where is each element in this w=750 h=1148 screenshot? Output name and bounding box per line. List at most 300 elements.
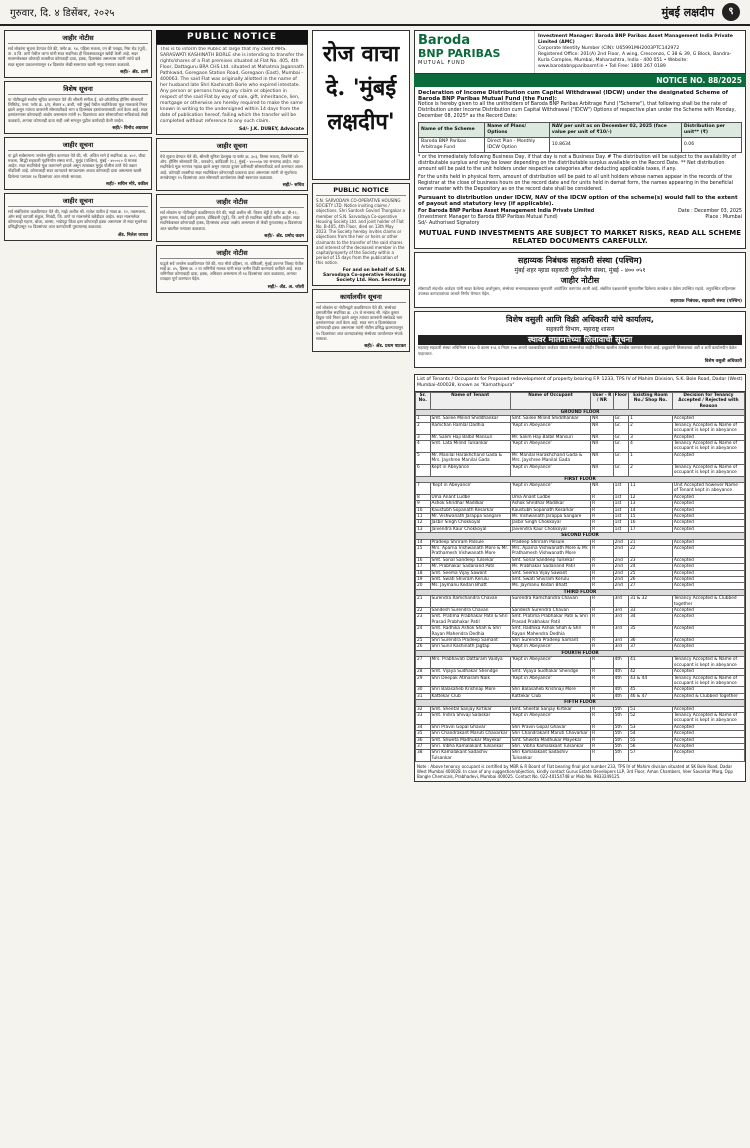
table-cell: 35 — [629, 626, 673, 638]
table-cell: Smt. Swati Shivram Kerulu — [430, 577, 510, 583]
table-cell: 3rd — [613, 596, 628, 608]
table-cell: R — [591, 657, 613, 669]
table-cell: 'Kept in Abeyance' — [510, 464, 590, 476]
tenant-list — [414, 374, 746, 782]
table-cell: 1 — [629, 416, 673, 422]
table-cell: 22 — [416, 608, 431, 614]
col1-notice — [4, 81, 152, 134]
table-cell: Accepted — [672, 669, 744, 675]
page-number: ९ — [722, 3, 740, 21]
table-cell: 'Kept in Abeyance' — [510, 657, 590, 669]
table-cell: R — [591, 501, 613, 507]
table-cell: 1st — [613, 507, 628, 513]
table-cell: 38 — [416, 750, 431, 762]
table-cell: 3rd — [613, 644, 628, 650]
table-header: NAV per unit as on December 02, 2025 (face value per unit of ₹10/-) — [549, 123, 681, 138]
table-cell: R — [591, 693, 613, 699]
table-cell: R — [591, 737, 613, 743]
table-cell: 41 — [629, 657, 673, 669]
table-cell: 51 — [629, 706, 673, 712]
table-cell: Tenancy Accepted & Name of occupant is kept in abeyance — [672, 712, 744, 724]
table-row — [416, 422, 745, 434]
notice-body: सर्व लोकांस या नोटीसद्वारे कळविण्यात येते की, संस्थेच्या इमारतीतील सदनिका क्र. ८/१ चे सभासद श्री. महेश कुमार विठ्ठल यांचे निधन झाले असून त्यांच्या वारसांनी संस्थेकडे भाग हस्तांतरणाचा अर्ज केला आहे. सदर भाग व हितसंबंधावर कोणाचाही हक्क असल्यास त्यांनी नोटीस प्रसिद्ध झाल्यापासून १५ दिवसांच्या आत कागदपत्रांसह संस्थेच्या कार्यालयात संपर्क साधावा. — [316, 304, 403, 341]
table-cell: 4th — [613, 675, 628, 687]
table-cell: R — [591, 507, 613, 513]
table-cell: 5th — [613, 750, 628, 762]
table-cell: Gr. — [613, 422, 628, 434]
table-header: Distribution per unit** (₹) — [681, 123, 741, 138]
registered-office: Registered Office: 201(A) 2nd Floor, A wing, Crescenzo, C 38 & 39, G Block, Bandra-Kurla Complex, Mumbai, Maharashtra, India - 400 051 • Website: www.barodabnpparibasmf.in • Toll Free: 1800 267 0189 — [538, 52, 732, 69]
table-cell: 5th — [613, 731, 628, 737]
table-cell: 36 — [629, 638, 673, 644]
table-cell: Mr. Salim Haji Balbil Mansuri — [510, 434, 590, 440]
table-cell: Shri Kamalakant Sadashiv Tulsankar — [510, 750, 590, 762]
notice-heading: PUBLIC NOTICE — [316, 186, 406, 196]
table-cell: 27 — [416, 657, 431, 669]
table-cell: Accepted — [672, 687, 744, 693]
sahakar-subtitle: मुंबई शहर म्हाडा सहकारी गृहनिर्माण संस्था, मुंबई - ४०० ०५१ — [514, 267, 646, 274]
table-cell: 36 — [416, 737, 431, 743]
table-cell: Jaivendra Kaur Chokkoyal — [510, 526, 590, 532]
masthead — [0, 0, 750, 26]
table-cell: R — [591, 644, 613, 650]
table-cell: 1st — [613, 513, 628, 519]
table-cell: Smt. Shweta Madhukar Mayekar — [510, 737, 590, 743]
tenant-note: Note : Above tenancy occupant is certified by MBR & R Board of Flat bearing final plot number 233, TPS IV of Mahim division situated at SK Bole Road, Dadar West Mumbai 400028. In case of any suggestion/objection, kindly contact Gurus Estate Developers LLP, 3rd Floor, Aman Chambers, Veer Savarkar Marg, Opp Bangle Chemicals, Prabhadevi, Mumbai 400025. Contact No. 022-40154748 or Mob No. 9833249125. — [417, 764, 733, 780]
table-cell: Accepted — [672, 416, 744, 422]
table-cell: Accepted — [672, 737, 744, 743]
sahakar-notice — [414, 252, 746, 308]
table-cell: Mr. Salim Haji Balbil Mansuri — [430, 434, 510, 440]
table-cell: 'Kept in Abeyance' — [510, 712, 590, 724]
tenant-column-header: Floor — [613, 392, 628, 409]
column-2 — [156, 30, 308, 1144]
table-cell: 16 — [416, 557, 431, 563]
table-cell: 7 — [416, 482, 431, 494]
table-cell: 35 — [416, 731, 431, 737]
table-cell: Gr. — [613, 464, 628, 476]
col1-notice — [4, 193, 152, 241]
table-cell: 'Kept in Abeyance' — [510, 482, 590, 494]
table-cell: 5th — [613, 712, 628, 724]
vishesh-body: महाराष्ट्र सहकारी संस्था अधिनियम १९६० चे कलम १५६ व नियम १०७ अन्वये थकबाकीदार कर्जदार यांच्या मालमत्तेचा जाहीर लिलाव खालील तारखेस करण्यात येणार आहे. इच्छुकांनी लिलावाच्या अटी व शर्ती कार्यालयीन वेळेत पाहाव्यात. — [418, 345, 737, 356]
table-cell: 2nd — [613, 557, 628, 563]
table-cell: R — [591, 669, 613, 675]
column-4 — [414, 30, 746, 1144]
notice-heading: जाहीर नोटीस — [160, 248, 304, 259]
table-cell: 'Kept in Abeyance' — [510, 644, 590, 650]
bnp-pursuant: Pursuant to distribution under IDCW, NAV of the IDCW option of the scheme(s) would fall to the extent of payout and statutory levy (if applicable). — [418, 195, 738, 207]
vishesh-signature: विशेष वसुली अधिकारी — [704, 358, 742, 364]
table-cell: Accepted — [672, 614, 744, 626]
table-row — [416, 712, 745, 724]
table-cell: 11 — [629, 482, 673, 494]
vishesh-heading: स्थावर मालमत्तेच्या लिलावाची सूचना — [418, 335, 742, 345]
column-3 — [312, 30, 410, 1144]
table-cell: 14 — [416, 539, 431, 545]
table-row — [416, 441, 745, 453]
notice-signature: सही/- ॲड. प्रमोद कदम — [264, 233, 304, 239]
table-cell: Smt. Sonal Sandeep Tulsekar — [510, 557, 590, 563]
vishesh-title: विशेष वसुली आणि विक्री अधिकारी यांचे कार्यालय, — [506, 315, 654, 325]
notice-body: याद्वारे सर्व जनतेस कळविण्यात येते की, गाव मौजे दहिसर, ता. बोरिवली, मुंबई उपनगर जिल्हा येथील सर्व्हे क्र. ४५, हिस्सा क्र. २ या जमिनीचे मालक यांनी सदर जमीन विक्री करण्याचे ठरविले आहे. सदर जमिनीवर कोणाचाही दावा, हक्क, अधिकार असल्यास तो १४ दिवसांच्या आत कळवावा, अन्यथा व्यवहार पूर्ण करण्यात येईल. — [160, 260, 304, 282]
table-cell: 34 — [416, 724, 431, 730]
notice-heading: जाहीर सूचना — [8, 140, 148, 151]
table-cell: 5th — [613, 724, 628, 730]
table-cell: Uma Anant Ludbe — [430, 494, 510, 500]
table-cell: Gr. — [613, 416, 628, 422]
table-cell: 24 — [629, 564, 673, 570]
table-cell: Jasbir Singh Chokkoyal — [510, 520, 590, 526]
table-cell: R — [591, 687, 613, 693]
table-cell: Shri Kamalakant Sadashiv Tulsankar — [430, 750, 510, 762]
table-cell: Accepted & Clubbed Together — [672, 693, 744, 699]
table-cell: 21 — [629, 539, 673, 545]
floor-label: FIFTH FLOOR — [416, 700, 745, 706]
table-cell: 56 — [629, 743, 673, 749]
table-row — [416, 452, 745, 464]
table-cell: Accepted — [672, 501, 744, 507]
table-cell: R — [591, 520, 613, 526]
bnp-units-note: For the units held in physical form, amount of distribution will be paid to all unit holders whose names appear in the records of the Registrar at the close of business hours on the record date and for units held in demat form, the names appearing in the beneficial owner master with the Depository as on the record date shall be considered. — [418, 175, 733, 192]
table-cell: 2 — [416, 422, 431, 434]
table-cell: Smt. Vijaya Sudhakar Shendge — [430, 669, 510, 675]
sahakar-body: सोसायटी संदर्भात अर्जदार यांनी सादर केलेल्या अर्जानुसार, संस्थेच्या सभासदत्वाबाबत सुनावणी आयोजित करण्यात आली आहे. संबंधित पक्षकारांनी सुनावणीस दिलेल्या तारखेस व वेळेस उपस्थित राहावे. अनुपस्थित राहिल्यास उपलब्ध कागदपत्रांच्या आधारे निर्णय घेण्यात येईल. — [418, 286, 736, 297]
table-cell: 53 — [629, 724, 673, 730]
table-cell: 2nd — [613, 539, 628, 545]
table-cell: 26 — [416, 644, 431, 650]
table-cell: Smt. Seema Vijay Sawant — [430, 570, 510, 576]
table-cell: Ms. Jaymanu Kedari Bhatt — [430, 583, 510, 589]
table-cell: 55 — [629, 737, 673, 743]
table-cell: Accepted — [672, 557, 744, 563]
column-1 — [4, 30, 152, 1144]
table-cell: Accepted — [672, 577, 744, 583]
table-cell: 10 — [416, 507, 431, 513]
tenant-column-header: Sr. No. — [416, 392, 431, 409]
table-cell: 1st — [613, 526, 628, 532]
table-cell: Accepted — [672, 520, 744, 526]
table-cell: 21 — [416, 596, 431, 608]
table-cell: 2nd — [613, 577, 628, 583]
table-cell: Gr. — [613, 452, 628, 464]
table-cell: Accepted — [672, 434, 744, 440]
table-cell: Accepted — [672, 626, 744, 638]
table-cell: Smt. Sheetal Sanjay Kirtikar — [510, 706, 590, 712]
table-cell: 26 — [629, 577, 673, 583]
table-cell: 2 — [629, 422, 673, 434]
notice-signature: सही/- ॲड. प्रथम पाटकर — [364, 344, 406, 350]
table-cell: R — [591, 626, 613, 638]
table-cell: R — [591, 706, 613, 712]
table-cell: R — [591, 724, 613, 730]
floor-label: THIRD FLOOR — [416, 589, 745, 595]
table-row — [416, 596, 745, 608]
table-cell: 46 & 47 — [629, 693, 673, 699]
notice-body: सर्व लोकांस या नोटीसद्वारे कळविण्यात येते की, माझे अशील श्री. किरण शेट्टी हे फ्लॅट क्र. बी-१२, दुसरा मजला, साई दर्शन इमारत, डोंबिवली (पूर्व), जि. ठाणे ही सदनिका खरेदी करीत आहेत. सदर सदनिकेबाबत कोणाचाही हक्क, हितसंबंध अथवा आक्षेप असल्यास तो लेखी पुराव्यासह ७ दिवसांच्या आत खालील पत्त्यावर कळवावा. — [160, 210, 303, 231]
table-cell: 12 — [629, 494, 673, 500]
table-cell: NR — [591, 416, 613, 422]
table-cell: 2nd — [613, 583, 628, 589]
table-cell: R — [591, 596, 613, 608]
table-cell: Pradeep Shriram Palsule — [510, 539, 590, 545]
col1-notice — [4, 137, 152, 190]
table-cell: 2nd — [613, 564, 628, 570]
table-cell: R — [591, 731, 613, 737]
table-cell: 11 — [416, 513, 431, 519]
notice-body: सर्व लोकांना सूचना देण्यात येते की, फ्लॅट क्र. ९४, पहिला मजला, एन बी प्लाझा, मिरा रोड (पूर्व), ता. व जि. ठाणे येथील जागा यांनी सदर सदनिका ही विकसकाकडून खरेदी केली आहे. सदर मालमत्तेबाबत कोणाही व्यक्तीचा कोणताही दावा, हक्क, हितसंबंध असल्यास त्यांनी त्यांचे दावे सदर सूचना प्रकाशनापासून १४ दिवसांत लेखी स्वरूपात खाली नमूद पत्त्यावर कळवावे. — [8, 46, 147, 67]
table-cell: 30 — [416, 687, 431, 693]
table-cell: Smt. Radhika Ashok Shah & Shri Rayan Mahendra Dedhia — [510, 626, 590, 638]
table-cell: R — [591, 614, 613, 626]
table-row — [416, 626, 745, 638]
table-cell: Smt. Sheetal Sanjay Kirtikar — [430, 706, 510, 712]
table-row — [416, 614, 745, 626]
table-cell: 15 — [629, 513, 673, 519]
table-cell: Accepted — [672, 564, 744, 570]
promo-box: रोज वाचा दे. 'मुंबई लक्षदीप' — [312, 30, 410, 180]
table-cell: R — [591, 494, 613, 500]
table-cell: Accepted — [672, 724, 744, 730]
table-cell: 32 — [416, 706, 431, 712]
brand-line-3: MUTUAL FUND — [418, 60, 466, 66]
table-row — [416, 545, 745, 557]
table-header: Name of the Scheme — [419, 123, 485, 138]
table-cell: 1st — [613, 482, 628, 494]
table-cell: Accepted — [672, 494, 744, 500]
table-cell: NR — [591, 434, 613, 440]
table-cell: 6 — [416, 464, 431, 476]
table-cell: Jasbir Singh Chokkoyal — [430, 520, 510, 526]
tenant-column-header: Decision for Tenancy Accepted / Rejected with Reason — [672, 392, 744, 409]
table-cell: Surendra Ramchandra Chavan — [430, 596, 510, 608]
table-cell: 29 — [416, 675, 431, 687]
notice-number-bar: NOTICE NO. 88/2025 — [414, 74, 746, 87]
notice-signature: सही/- ॲड. अ. जोशी — [267, 284, 304, 290]
table-cell: Mr. Vishwanath Jarappa Sangare — [430, 513, 510, 519]
table-cell: 9 — [416, 501, 431, 507]
notice-signature: सही/- ॲड. ठाणे — [120, 69, 148, 75]
table-cell: 3rd — [613, 608, 628, 614]
bnp-place: Place : Mumbai — [705, 215, 742, 220]
sahakar-heading: जाहीर नोटीस — [560, 276, 600, 285]
table-cell: 25 — [629, 570, 673, 576]
table-cell: 17 — [416, 564, 431, 570]
table-cell: Mr. Prabhakar Sadanand Patil — [430, 564, 510, 570]
table-cell: NR — [591, 422, 613, 434]
table-cell: 33 — [629, 608, 673, 614]
table-cell: 3rd — [613, 638, 628, 644]
floor-label: SECOND FLOOR — [416, 533, 745, 539]
notice-heading: जाहीर सूचना — [160, 141, 304, 152]
table-cell: Uma Anant Ludbe — [510, 494, 590, 500]
table-cell: Tenancy Accepted & Name of occupant is kept in abeyance — [672, 675, 744, 687]
jahir-suchna-notice — [156, 138, 308, 191]
table-cell: R — [591, 526, 613, 532]
table-cell: 20 — [416, 583, 431, 589]
table-row — [416, 750, 745, 762]
table-cell: R — [591, 583, 613, 589]
table-cell: 'Kept in Abeyance' — [510, 675, 590, 687]
notice-heading: जाहीर नोटीस — [160, 197, 304, 208]
mf-warning: MUTUAL FUND INVESTMENTS ARE SUBJECT TO MARKET RISKS, READ ALL SCHEME RELATED DOCUMENTS CAREFULLY. — [418, 229, 742, 245]
table-cell: Smt. Lata Milind Tulsankar — [430, 441, 510, 453]
bnp-header — [414, 30, 746, 74]
table-cell: NR — [591, 464, 613, 476]
sarvodaya-public-notice — [312, 183, 410, 286]
table-header: Name of Plans/ Options — [485, 123, 550, 138]
table-cell: 5 — [416, 452, 431, 464]
table-cell: 25 — [416, 638, 431, 644]
table-cell: Surendra Ramchandra Chavan — [510, 596, 590, 608]
table-cell: Mrs. Aparna Vishwanath More & Mr. Prathamesh Vishwanath More — [510, 545, 590, 557]
table-cell: 4 — [416, 441, 431, 453]
table-cell: Shri Surendra Pradeep Samant — [430, 638, 510, 644]
bnp-date: Date : December 03, 2025 — [678, 209, 742, 214]
table-cell: Kept in Abeyance — [430, 464, 510, 476]
tenant-column-header: Name of Tenant — [430, 392, 510, 409]
table-cell: Kattekar Club — [430, 693, 510, 699]
table-row — [416, 657, 745, 669]
table-cell: 4th — [613, 669, 628, 675]
table-cell: Smt. Pratima Prabhakar Patil & Shri Prasad Prabhakar Patil — [510, 614, 590, 626]
table-cell: 52 — [629, 712, 673, 724]
table-cell: Shri Chandrakant Maruti Chavarkar — [430, 731, 510, 737]
floor-label: FIRST FLOOR — [416, 476, 745, 482]
table-cell: 3rd — [613, 614, 628, 626]
table-cell: 1st — [613, 501, 628, 507]
table-cell: Mr. Manilal Harakhchand Gada & Mrs. Jayshree Manilal Gada — [510, 452, 590, 464]
table-cell: Gr. — [613, 441, 628, 453]
table-cell: Smt. Pratima Prabhakar Patil & Shri Prasad Prabhakar Patil — [430, 614, 510, 626]
notice-body: येथे सूचना देण्यात येते की, श्रीमती सुनिता देशमुख या फ्लॅट क्र. ३०३, तिसरा मजला, शिवनेरी को-ऑप. हौसिंग सोसायटी लि., चारकोप, कांदिवली (प.), मुंबई - ४०००६७ च्या सभासद आहेत. सदर सदनिकेचे मूळ भागपत्र गहाळ झाले असून त्याच्या दुय्यम प्रतीसाठी सोसायटीकडे अर्ज करण्यात आला आहे. कोणाही व्यक्तीचा सदर सदनिकेवर कोणत्याही प्रकारचा दावा असल्यास त्यांनी तो सूचनेच्या तारखेपासून १५ दिवसांच्या आत सोसायटी कार्यालयात लेखी स्वरूपात कळवावा. — [160, 154, 303, 180]
bnp-headline: Declaration of Income Distribution cum Capital Withdrawal (IDCW) under the designated Scheme of Baroda BNP Paribas Mutual Fund (the Fund): — [418, 90, 729, 102]
table-cell: Accepted — [672, 750, 744, 762]
col1-notice — [4, 30, 152, 78]
table-cell: 2nd — [613, 570, 628, 576]
table-cell: Shri Pravin Gopal Ghavar — [430, 724, 510, 730]
table-cell: 1st — [613, 520, 628, 526]
notice-signature: For and on behalf of S.N. Sarvodaya Co-operative Housing Society Ltd. Hon. Secretary — [322, 267, 406, 283]
brand-line-1: Baroda — [418, 33, 471, 48]
table-cell: Gr. — [613, 434, 628, 440]
table-cell: Shri. Vibha Kamalakant Tulsankar — [430, 743, 510, 749]
table-cell: 43 & 44 — [629, 675, 673, 687]
tenant-list-header: List of Tenants / Occupants for Proposed redevelopment of property bearing F.P. 1233, TPS IV of Mahim Division, S.K. Bole Road, Dadar (West) Mumbai-400028, known as "Kamathipura" — [415, 375, 745, 392]
table-cell: Kaustubh Sopanath Kesarkar — [510, 507, 590, 513]
table-cell: 2 — [629, 464, 673, 476]
table-cell: 31 & 32 — [629, 596, 673, 608]
table-cell: Kaustubh Sopanath Kesarkar — [430, 507, 510, 513]
table-cell: 'Kept in Abeyance' — [510, 422, 590, 434]
table-cell: Accepted — [672, 706, 744, 712]
table-cell: R — [591, 564, 613, 570]
table-cell: Tenancy Accepted & Name of occupant is kept in abeyance — [672, 441, 744, 453]
table-cell: 54 — [629, 731, 673, 737]
table-cell: 3 — [629, 434, 673, 440]
notice-signature: ॲड. निलेश जाधव — [117, 232, 148, 238]
table-row — [416, 482, 745, 494]
table-cell: R — [591, 712, 613, 724]
table-cell: 34 — [629, 614, 673, 626]
table-cell: Ms. Jaymanu Kedari Bhatt — [510, 583, 590, 589]
table-cell: Shri Balasaheb Krishnaji More — [430, 687, 510, 693]
bnp-for-sub: (Investment Manager to Baroda BNP Paribas Mutual Fund) — [418, 215, 558, 220]
table-cell: Sandesh Surendra Chavan — [430, 608, 510, 614]
table-cell: 45 — [629, 687, 673, 693]
table-cell: NR — [591, 441, 613, 453]
table-cell: Ramchan Ramlal Dadhia — [430, 422, 510, 434]
table-cell: 1 — [416, 416, 431, 422]
table-cell: R — [591, 608, 613, 614]
jahir-notice-3 — [156, 245, 308, 293]
notice-signature: सही/- सचिव — [282, 183, 304, 189]
cin: Corporate Identity Number (CIN): U65991MH2003PTC142972 — [538, 46, 680, 51]
distribution-table — [418, 122, 742, 153]
table-cell: 33 — [416, 712, 431, 724]
table-cell: 37 — [416, 743, 431, 749]
notice-body: या नोटीसद्वारे सर्वांना सूचित करण्यात येते की श्रीमती संगीता ई. को-ऑपरेटिव्ह हौसिंग सोसायटी लिमिटेड, पत्ता: प्लॉट क्र. ३/ए, सेक्टर ४, वाशी, नवी मुंबई येथील सदनिकेच्या मूळ मालकाचे निधन झाले असून त्यांच्या वारसांनी सोसायटीकडे भाग व हितसंबंध हस्तांतरणासाठी अर्ज केला आहे. सदर हस्तांतरणास कोणाचाही आक्षेप असल्यास त्यांनी १५ दिवसांच्या आत सोसायटीच्या सचिवांकडे लेखी कळवावे, अन्यथा कोणताही दावा नाही असे समजून पुढील कार्यवाही केली जाईल. — [8, 96, 148, 123]
sahakar-title: सहाय्यक निबंधक सहकारी संस्था (पश्चिम) — [517, 256, 643, 265]
table-cell: Smt. Vijaya Sudhakar Shendge — [510, 669, 590, 675]
table-cell: 57 — [629, 750, 673, 762]
table-cell: Baroda BNP Paribas Arbitrage Fund — [419, 138, 485, 153]
issue-date: गुरुवार, दि. ४ डिसेंबर, २०२५ — [10, 8, 115, 19]
table-cell: 19 — [416, 577, 431, 583]
table-cell: 4 — [629, 441, 673, 453]
bnp-body — [414, 87, 746, 249]
table-cell: Accepted — [672, 452, 744, 464]
tenant-column-header: Existing Room No./ Shop No. — [629, 392, 673, 409]
table-cell: Accepted — [672, 608, 744, 614]
table-cell: Smt. Shweta Madhukar Mayekar — [430, 737, 510, 743]
notice-heading: कार्यालयीन सूचना — [316, 292, 406, 303]
table-cell: NR — [591, 452, 613, 464]
table-cell: Accepted — [672, 731, 744, 737]
table-cell: 4th — [613, 693, 628, 699]
tenant-column-header: User - R / NR — [591, 392, 613, 409]
table-cell: 'Kept in Abeyance' — [510, 441, 590, 453]
table-cell: Smt. Radhika Ashok Shah & Shri Rayan Mahendra Dedhia — [430, 626, 510, 638]
table-cell: Accepted — [672, 507, 744, 513]
notice-body: This is to inform the Public at large that my client MRS. SARASWATI KASHINATH BORLE she is intending to transfer the rights/shares of a Flat premises situated at Flat No. 405, 4th Floor, Dattaguru BRA CHS Ltd. situated at Mahatma Jagannath Pathkwad, Goregaon Station Road, Goregaon (East), Mumbai - 400063. The said Flat was originally allotted in the name of her husband late Shri Kashinath Borle who expired intestate. Any person or persons having any claim or objection in respect of the said Flat by way of sale, gift, inheritance, lien, mortgage or otherwise are hereby required to make the same known in writing to the undersigned within 14 days from the date of publication hereof, failing which the transfer will be completed without reference to any such claim. — [160, 47, 304, 124]
notice-body: या द्वारे सर्वसामान्य जनतेस सूचित करण्यात येते की, श्री. अजित माने हे सदनिका क्र. ४०२, चौथा मजला, सिद्धी सहकारी गृहनिर्माण संस्था मर्या., मुलुंड (पश्चिम), मुंबई - ४०००८० चे मालक आहेत. सदर सदनिकेचे मूळ करारनामे हरवले असून त्याबाबत मुलुंड पोलीस ठाणे येथे तक्रार नोंदविली आहे. कोणालाही सदर कागदपत्रे सापडल्यास अथवा कोणताही दावा असल्यास खाली दिलेल्या पत्त्यावर १४ दिवसांच्या आत संपर्क साधावा. — [8, 152, 146, 179]
table-cell: R — [591, 513, 613, 519]
table-cell: 4th — [613, 657, 628, 669]
table-cell: Accepted — [672, 583, 744, 589]
notice-body: S.N. SARVODAYA CO-OPERATIVE HOUSING SOCIETY LTD. Notice inviting claims / objections. Shri Santosh Govind Thorgakar a member of S.N. Sarvodaya Co-operative Housing Society Ltd. and joint holder of Flat No. B-405, 4th Floor, died on 13th May 2023. The Society hereby invites claims or objections from the heir or heirs or other claimants to the transfer of the said shares and interest of the deceased member in the capital/property of the Society within a period of 15 days from the publication of this notice. — [316, 198, 406, 266]
table-cell: 2nd — [613, 545, 628, 557]
table-cell: 3rd — [613, 626, 628, 638]
table-cell: Unit Accepted however Name of Tenant kept in abeyance — [672, 482, 744, 494]
table-cell: Shri Deepak Atmaram Naik — [430, 675, 510, 687]
table-cell: Accepted — [672, 638, 744, 644]
vishesh-notice — [414, 311, 746, 367]
table-cell: R — [591, 545, 613, 557]
karyalay-notice — [312, 289, 410, 352]
table-cell: 5th — [613, 743, 628, 749]
table-cell: Shri Sunil Kashinath Jagtap — [430, 644, 510, 650]
notice-signature: Sd/- J.K. DUBEY, Advocate — [238, 127, 304, 132]
table-cell: Accepted — [672, 545, 744, 557]
table-cell: Accepted — [672, 539, 744, 545]
table-cell: 31 — [416, 693, 431, 699]
vishesh-subtitle: सहकारी विभाग, महाराष्ट्र शासन — [546, 326, 614, 334]
table-row — [416, 675, 745, 687]
floor-label: GROUND FLOOR — [416, 410, 745, 416]
table-cell: R — [591, 539, 613, 545]
table-cell: 22 — [629, 545, 673, 557]
